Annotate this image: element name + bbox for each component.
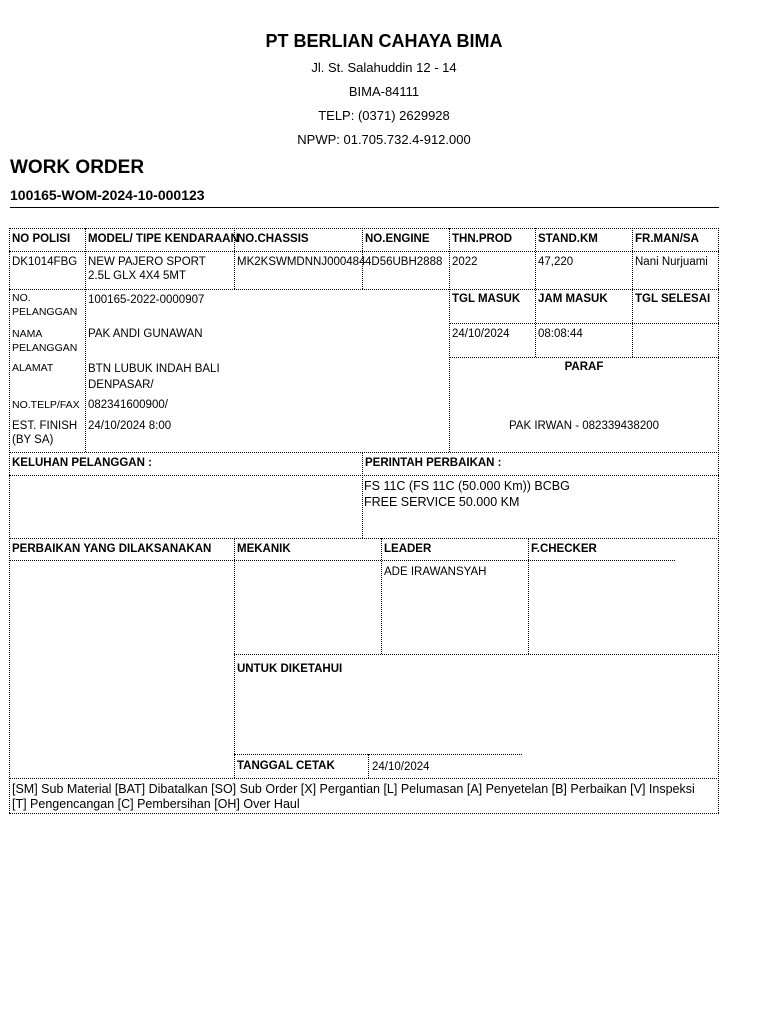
value-alamat: BTN LUBUK INDAH BALI DENPASAR/ xyxy=(88,363,220,391)
header-model: MODEL/ TIPE KENDARAAN xyxy=(88,233,239,245)
header-chassis: NO.CHASSIS xyxy=(237,233,309,245)
value-chassis: MK2KSWMDNNJ000484 xyxy=(237,256,366,268)
work-order-number: 100165-WOM-2024-10-000123 xyxy=(10,187,205,203)
document-title: WORK ORDER xyxy=(10,157,145,178)
mechanic-label: MEKANIK xyxy=(237,543,291,555)
value-model: NEW PAJERO SPORT 2.5L GLX 4X4 5MT xyxy=(88,256,206,282)
company-address: Jl. St. Salahuddin 12 - 14 xyxy=(311,60,457,75)
checker-label: F.CHECKER xyxy=(531,543,597,555)
company-name: PT BERLIAN CAHAYA BIMA xyxy=(265,31,503,51)
header-jam-masuk: JAM MASUK xyxy=(538,293,608,305)
header-tgl-masuk: TGL MASUK xyxy=(452,293,521,305)
value-fr-man-sa: Nani Nurjuami xyxy=(635,256,708,268)
value-stand-km: 47,220 xyxy=(538,256,574,268)
value-nama-pelanggan: PAK ANDI GUNAWAN xyxy=(88,328,203,340)
value-est-finish: 24/10/2024 8:00 xyxy=(88,420,172,432)
leader-label: LEADER xyxy=(384,543,432,555)
company-phone: TELP: (0371) 2629928 xyxy=(318,108,450,123)
acknowledgement-label: UNTUK DIKETAHUI xyxy=(237,663,343,675)
label-no-pelanggan: NO. PELANGGAN xyxy=(12,292,78,318)
paraf-label: PARAF xyxy=(564,361,604,373)
value-jam-masuk: 08:08:44 xyxy=(538,328,583,340)
header-fr-man-sa: FR.MAN/SA xyxy=(635,233,699,245)
print-date-value: 24/10/2024 xyxy=(372,761,430,773)
leader-value: ADE IRAWANSYAH xyxy=(384,566,487,578)
legend-line: [SM] Sub Material [BAT] Dibatalkan [SO] Sub Order [X] Pergantian [L] Pelumasan [A] Penyetelan [B] Perbaikan [V] Inspeksi xyxy=(12,782,695,796)
label-alamat: ALAMAT xyxy=(12,362,54,374)
paraf-name: PAK IRWAN - 082339438200 xyxy=(508,420,660,432)
repair-order-line: FREE SERVICE 50.000 KM xyxy=(364,495,520,509)
value-tgl-masuk: 24/10/2024 xyxy=(452,328,510,340)
legend xyxy=(12,782,717,812)
repair-order-label: PERINTAH PERBAIKAN : xyxy=(365,457,502,469)
print-date-label: TANGGAL CETAK xyxy=(237,760,335,772)
header-tgl-selesai: TGL SELESAI xyxy=(635,293,711,305)
value-no-polisi: DK1014FBG xyxy=(12,256,78,268)
value-engine: 4D56UBH2888 xyxy=(365,256,443,268)
header-stand-km: STAND.KM xyxy=(538,233,598,245)
complaint-label: KELUHAN PELANGGAN : xyxy=(12,457,152,469)
value-telp: 082341600900/ xyxy=(88,399,168,411)
value-thn-prod: 2022 xyxy=(452,256,478,268)
label-nama-pelanggan: NAMA PELANGGAN xyxy=(12,328,78,354)
legend-line: [T] Pengencangan [C] Pembersihan [OH] Over Haul xyxy=(12,797,300,811)
repair-order-line: FS 11C (FS 11C (50.000 Km)) BCBG xyxy=(364,479,570,493)
label-est-finish: EST. FINISH (BY SA) xyxy=(12,420,78,446)
company-city: BIMA-84111 xyxy=(348,84,420,99)
header-thn-prod: THN.PROD xyxy=(452,233,513,245)
value-no-pelanggan: 100165-2022-0000907 xyxy=(88,294,205,306)
performed-work-label: PERBAIKAN YANG DILAKSANAKAN xyxy=(12,543,212,555)
company-npwp: NPWP: 01.705.732.4-912.000 xyxy=(297,132,471,147)
repair-order-lines xyxy=(364,478,570,510)
header-no-polisi: NO POLISI xyxy=(12,233,71,245)
header-engine: NO.ENGINE xyxy=(365,233,430,245)
label-telp: NO.TELP/FAX xyxy=(12,399,80,411)
header-divider xyxy=(10,207,719,208)
